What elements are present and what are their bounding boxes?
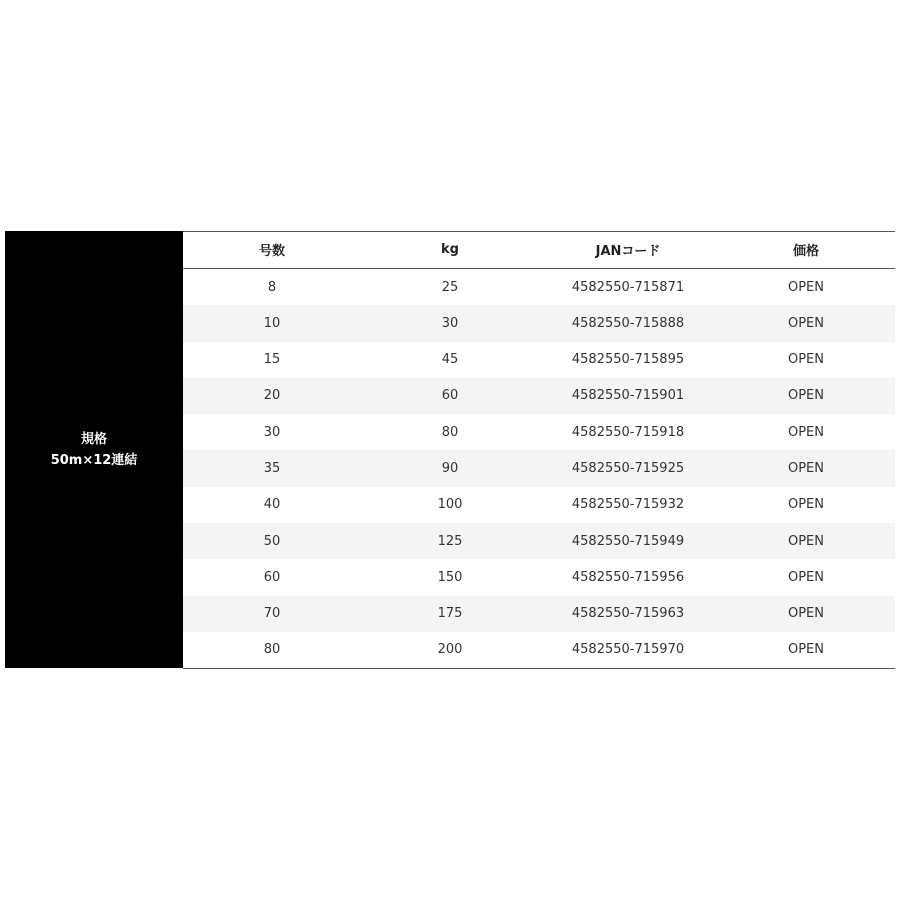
header-size: 号数 — [258, 244, 285, 260]
spec-grid — [183, 231, 895, 669]
cell-jan-code: 4582550-715871 — [571, 279, 685, 295]
cell-price: OPEN — [787, 388, 824, 404]
cell-size: 80 — [263, 642, 281, 658]
header-jan-code: JANコード — [595, 244, 661, 260]
header-kg: kg — [441, 242, 459, 258]
cell-kg: 200 — [437, 642, 463, 658]
cell-price: OPEN — [787, 533, 824, 549]
spec-table — [5, 231, 895, 669]
table-row — [183, 305, 895, 341]
cell-jan-code: 4582550-715925 — [571, 461, 685, 477]
spec-label-value: 50m×12連結 — [50, 452, 138, 468]
cell-kg: 60 — [441, 388, 459, 404]
cell-size: 60 — [263, 569, 281, 585]
cell-kg: 100 — [437, 497, 463, 513]
table-row — [183, 378, 895, 414]
cell-size: 70 — [263, 606, 281, 622]
cell-price: OPEN — [787, 606, 824, 622]
cell-jan-code: 4582550-715918 — [571, 424, 685, 440]
cell-size: 35 — [263, 461, 281, 477]
cell-jan-code: 4582550-715895 — [571, 352, 685, 368]
cell-jan-code: 4582550-715901 — [571, 388, 685, 404]
spec-label-title: 規格 — [80, 431, 107, 447]
cell-size: 20 — [263, 388, 281, 404]
cell-price: OPEN — [787, 642, 824, 658]
cell-size: 15 — [263, 352, 281, 368]
cell-size: 30 — [263, 424, 281, 440]
table-row — [183, 596, 895, 632]
cell-kg: 175 — [437, 606, 463, 622]
table-row — [183, 559, 895, 595]
cell-jan-code: 4582550-715970 — [571, 642, 685, 658]
cell-size: 40 — [263, 497, 281, 513]
cell-jan-code: 4582550-715888 — [571, 315, 685, 331]
table-header-row — [183, 232, 895, 269]
cell-jan-code: 4582550-715932 — [571, 497, 685, 513]
cell-jan-code: 4582550-715949 — [571, 533, 685, 549]
cell-kg: 150 — [437, 569, 463, 585]
cell-price: OPEN — [787, 497, 824, 513]
cell-price: OPEN — [787, 279, 824, 295]
cell-kg: 125 — [437, 533, 463, 549]
table-row — [183, 342, 895, 378]
table-row — [183, 523, 895, 559]
cell-kg: 45 — [441, 352, 459, 368]
table-row — [183, 414, 895, 450]
cell-size: 8 — [267, 279, 277, 295]
cell-price: OPEN — [787, 352, 824, 368]
cell-price: OPEN — [787, 461, 824, 477]
cell-size: 10 — [263, 315, 281, 331]
table-row — [183, 450, 895, 486]
cell-jan-code: 4582550-715963 — [571, 606, 685, 622]
table-row — [183, 269, 895, 305]
cell-kg: 90 — [441, 461, 459, 477]
cell-kg: 80 — [441, 424, 459, 440]
cell-kg: 30 — [441, 315, 459, 331]
cell-kg: 25 — [441, 279, 459, 295]
cell-price: OPEN — [787, 315, 824, 331]
cell-jan-code: 4582550-715956 — [571, 569, 685, 585]
cell-price: OPEN — [787, 569, 824, 585]
cell-price: OPEN — [787, 424, 824, 440]
cell-size: 50 — [263, 533, 281, 549]
header-price: 価格 — [792, 244, 819, 260]
table-row — [183, 487, 895, 523]
table-row — [183, 632, 895, 668]
spec-label-cell — [5, 231, 183, 668]
